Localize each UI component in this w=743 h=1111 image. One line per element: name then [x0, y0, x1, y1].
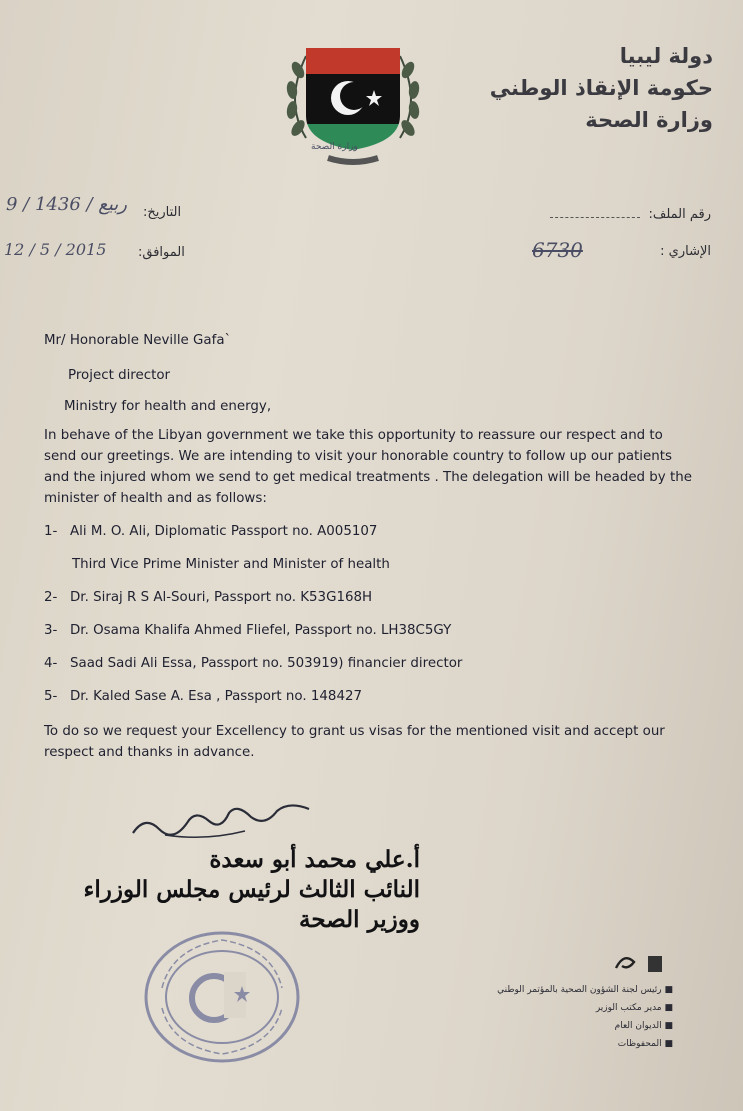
ref-field [550, 207, 711, 222]
delegate-text: Saad Sadi Ali Essa, Passport no. 503919) financier director [70, 656, 463, 671]
ar-header [453, 40, 713, 136]
initials-mark-icon [612, 948, 672, 978]
copy-text: رئيس لجنة الشؤون الصحية بالمؤتمر الوطني [497, 985, 662, 995]
list-number: 4- [44, 656, 58, 671]
delegate-text: Dr. Siraj R S Al-Souri, Passport no. K53G168H [70, 590, 373, 605]
letter-body [44, 330, 694, 763]
delegate-text: Dr. Kaled Sase A. Esa , Passport no. 148427 [70, 689, 363, 704]
list-item [44, 620, 694, 641]
list-item [44, 653, 694, 674]
copy-text: الديوان العام [614, 1021, 662, 1031]
official-stamp-icon [142, 928, 302, 1066]
recipient-title: Project director [68, 368, 171, 383]
list-number: 1- [44, 524, 58, 539]
recipient: Mr/ Honorable Neville Gafa` [44, 333, 232, 348]
index-field [660, 244, 711, 259]
header-ministry: وزارة الصحة [585, 108, 713, 132]
date-label: التاريخ: [143, 205, 182, 220]
copies-list [373, 985, 673, 1057]
ref-label: رقم الملف: [648, 207, 711, 222]
signatory-name: أ.علي محمد أبو سعدة [209, 846, 420, 873]
list-item [44, 587, 694, 608]
header-state: دولة ليبيا [619, 44, 713, 68]
emblem-caption: وزارة الصحة [311, 142, 358, 152]
corresponding-value: 12 / 5 / 2015 [4, 240, 107, 259]
corresponding-label: الموافق: [138, 245, 185, 260]
body-paragraph: In behave of the Libyan government we take this opportunity to reassure our respect and to send our greetings. We are intending to visit your honorable country to follow up our patients and the injured whom we send to get medical treatments . The delegation will be headed by the minister of health and as follows: [44, 428, 692, 506]
delegate-text: Ali M. O. Ali, Diplomatic Passport no. A005107 [70, 524, 378, 539]
copy-text: مدير مكتب الوزير [595, 1003, 662, 1013]
signatory-block [60, 845, 420, 935]
signatory-role: ووزير الصحة [299, 906, 420, 933]
list-item [44, 521, 694, 542]
delegate-role: Third Vice Prime Minister and Minister of health [72, 557, 390, 572]
closing-paragraph: To do so we request your Excellency to grant us visas for the mentioned visit and accept our respect and thanks in advance. [44, 724, 665, 760]
list-number: 5- [44, 689, 58, 704]
copy-item: ■ رئيس لجنة الشؤون الصحية بالمؤتمر الوطني [497, 985, 673, 995]
delegate-text: Dr. Osama Khalifa Ahmed Fliefel, Passport no. LH38C5GY [70, 623, 452, 638]
handwritten-signature-icon [125, 795, 315, 845]
signatory-position: النائب الثالث لرئيس مجلس الوزراء [83, 876, 420, 903]
copy-item: ■ المحفوظات [617, 1039, 673, 1049]
header-government: حكومة الإنقاذ الوطني [489, 76, 713, 100]
list-number: 3- [44, 623, 58, 638]
copy-text: المحفوظات [617, 1039, 662, 1049]
index-value: 6730 [532, 238, 583, 262]
date-value: 9 / ربيع / 1436 [6, 194, 128, 215]
recipient-organisation: Ministry for health and energy, [64, 399, 272, 414]
list-number: 2- [44, 590, 58, 605]
copy-item: ■ مدير مكتب الوزير [595, 1003, 673, 1013]
index-label: الإشاري : [660, 244, 711, 259]
copy-item: ■ الديوان العام [614, 1021, 673, 1031]
list-item [44, 686, 694, 707]
